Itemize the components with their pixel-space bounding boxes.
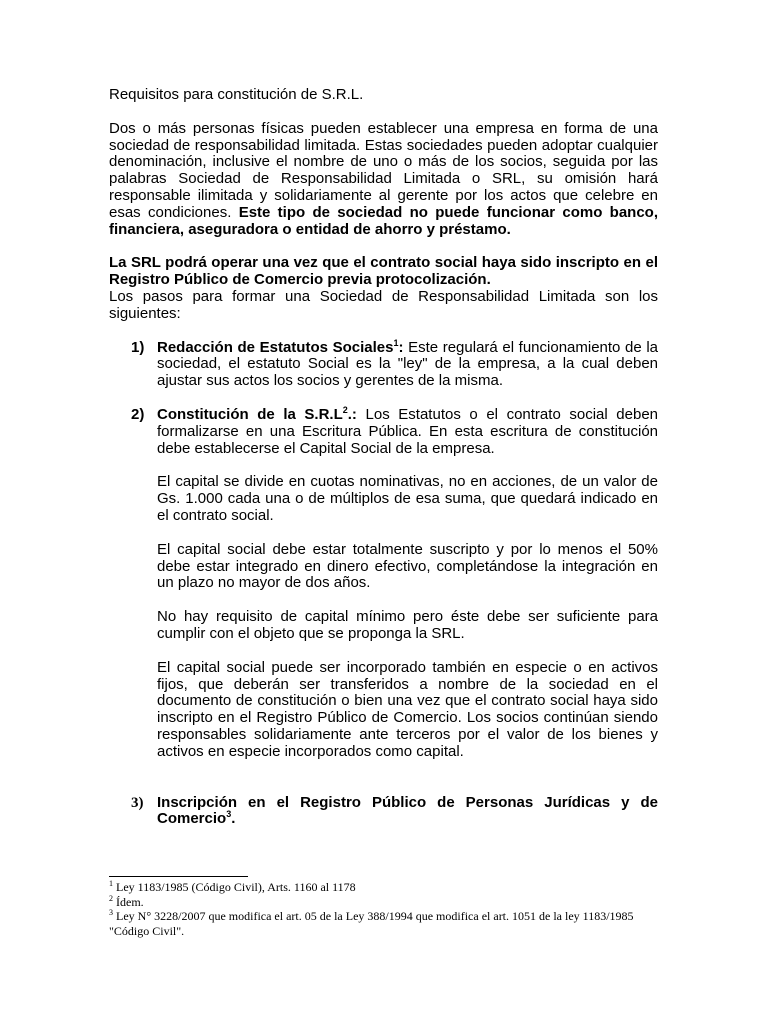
- step-3-number: 3): [131, 794, 144, 811]
- step-2-text: Los Estatutos o el contrato social deben formalizarse en una Escritura Pública. En esta escritura de constitución debe establecerse el Capital Social de la empresa.: [157, 405, 658, 457]
- footnote-ref-2: 2: [342, 404, 348, 415]
- registry-note-text: La SRL podrá operar una vez que el contrato social haya sido inscripto en el Registro Público de Comercio previa protocolización.: [109, 254, 658, 289]
- intro-text: Dos o más personas físicas pueden establecer una empresa en forma de una sociedad de responsabilidad limitada. Estas sociedades pueden adoptar cualquier denominación, inclusive el nombre de uno o más de los socios, seguida por las palabras Sociedad de Responsabilidad Limitada o SRL, su omisión hará responsable ilimitada y solidariamente al gerente por los actos que celebre en esas condiciones.: [109, 119, 658, 221]
- step-1-heading: [157, 339, 403, 356]
- step-2-number: 2): [131, 405, 145, 423]
- step-2: [109, 404, 658, 761]
- step-3-heading: [157, 794, 658, 828]
- step-2-heading-suffix: .:: [347, 405, 357, 423]
- step-1-text: Este regulará el funcionamiento de la sociedad, el estatuto Social es la "ley" de la empresa, a la cual deben ajustar sus actos los socios y gerentes de la misma.: [157, 338, 658, 390]
- step-3-heading-suffix: .: [231, 810, 236, 828]
- footnote-ref-3: 3: [226, 809, 232, 820]
- step-2-paragraph: [157, 404, 658, 457]
- step-3-heading-text: Inscripción en el Registro Público de Personas Jurídicas y de Comercio: [157, 793, 658, 828]
- step-1: [109, 337, 658, 390]
- footnote-text: Ídem.: [113, 894, 144, 909]
- footnote-2: [109, 895, 658, 910]
- document-body: [109, 87, 658, 828]
- capital-paragraph: No hay requisito de capital mínimo pero éste debe ser suficiente para cumplir con el objeto que se proponga la SRL.: [157, 608, 658, 642]
- step-2-heading: [157, 406, 357, 423]
- step-1-number: 1): [131, 338, 145, 356]
- footnote-1: [109, 880, 658, 895]
- step-3-paragraph: [157, 795, 658, 829]
- capital-paragraph: El capital se divide en cuotas nominativas, no en acciones, de un valor de Gs. 1.000 cada una o de múltiplos de esa suma, que quedará indicado en el contrato social.: [157, 473, 658, 524]
- capital-paragraph: El capital social debe estar totalmente suscripto y por lo menos el 50% debe estar integrado en dinero efectivo, completándose la integración en un plazo no mayor de dos años.: [157, 540, 658, 592]
- footnote-text: Ley N° 3228/2007 que modifica el art. 05 de la Ley 388/1994 que modifica el art. 1051 de la ley 1183/1985 "Código Civil".: [109, 909, 634, 938]
- footnote-mark: 2: [109, 893, 113, 903]
- footnote-divider: [109, 876, 248, 877]
- footnotes: [109, 876, 658, 938]
- steps-intro: Los pasos para formar una Sociedad de Responsabilidad Limitada son los siguientes:: [109, 287, 658, 322]
- step-3: [109, 795, 658, 829]
- footnote-ref-1: 1: [393, 337, 399, 348]
- intro-paragraph: [109, 121, 658, 239]
- step-1-paragraph: [157, 337, 658, 390]
- footnote-mark: 3: [109, 908, 113, 917]
- step-1-heading-text: Redacción de Estatutos Sociales: [157, 338, 394, 356]
- intro-bold-text: Este tipo de sociedad no puede funcionar como banco, financiera, aseguradora o entidad de ahorro y préstamo.: [109, 203, 658, 238]
- step-2-heading-text: Constitución de la S.R.L: [157, 405, 343, 423]
- footnote-3: [109, 909, 658, 938]
- document-title: Requisitos para constitución de S.R.L.: [109, 86, 364, 103]
- step-1-heading-suffix: :: [398, 338, 404, 356]
- capital-paragraph: El capital social puede ser incorporado también en especie o en activos fijos, que deberán ser transferidos a nombre de la sociedad en el documento de constitución o bien una vez que el contrato social haya sido inscripto en el Registro Público de Comercio. Los socios continúan siendo responsables solidariamente ante terceros por el valor de los bienes y activos en especie incorporados como capital.: [157, 658, 658, 760]
- registry-note: [109, 255, 658, 289]
- footnote-mark: 1: [109, 879, 113, 888]
- footnote-text: Ley 1183/1985 (Código Civil), Arts. 1160 al 1178: [113, 880, 356, 894]
